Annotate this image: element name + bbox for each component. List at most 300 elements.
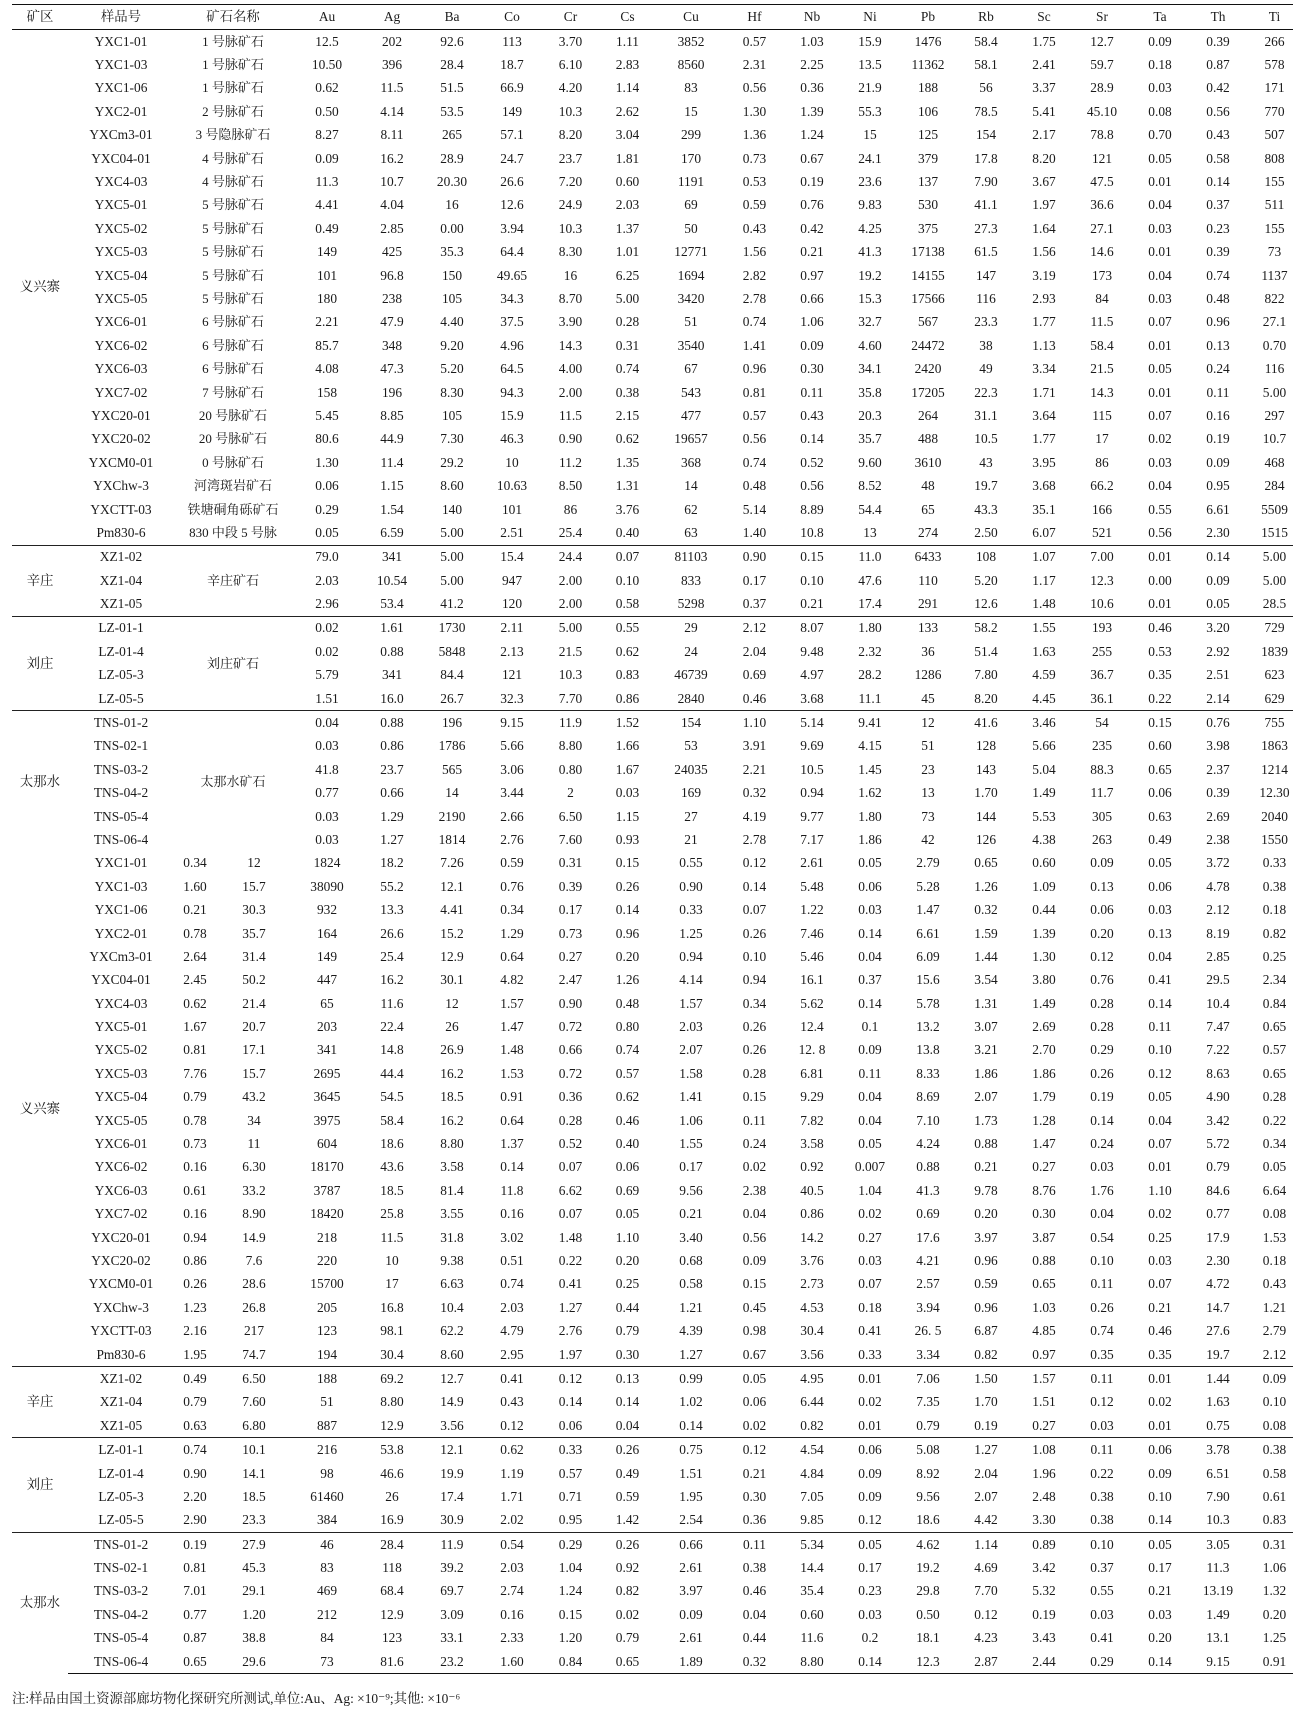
ore-name-cell: 6 号脉矿石 bbox=[202, 314, 264, 330]
value-cell: 21.4 bbox=[242, 995, 266, 1011]
value-cell: 0.64 bbox=[500, 948, 524, 964]
value-cell: 0.34 bbox=[500, 902, 524, 918]
value-cell: 8.69 bbox=[916, 1089, 940, 1105]
value-cell: 2.95 bbox=[500, 1346, 524, 1362]
value-cell: 1.51 bbox=[315, 690, 339, 706]
value-cell: 0.06 bbox=[742, 1394, 767, 1410]
table-row bbox=[12, 1203, 1293, 1226]
value-cell: 1694 bbox=[677, 267, 705, 283]
value-cell: 0.13 bbox=[1148, 925, 1172, 941]
value-cell: 5.62 bbox=[800, 995, 824, 1011]
table-row bbox=[12, 77, 1293, 100]
value-cell: 0.69 bbox=[615, 1182, 640, 1198]
value-cell: 5.04 bbox=[1032, 761, 1056, 777]
value-cell: 0.26 bbox=[599, 1438, 656, 1462]
value-cell: 7.70 bbox=[558, 690, 583, 706]
value-cell: 2.15 bbox=[615, 407, 640, 423]
value-cell: 14.3 bbox=[558, 337, 583, 353]
value-cell: 45.3 bbox=[242, 1560, 266, 1576]
value-cell: 2.00 bbox=[558, 384, 583, 400]
value-cell: 0.38 bbox=[1090, 1512, 1114, 1528]
value-cell: 1.53 bbox=[1262, 1229, 1287, 1245]
value-cell: 4.00 bbox=[558, 361, 583, 377]
value-cell: 1.03 bbox=[800, 33, 824, 49]
value-cell: 0.90 bbox=[558, 995, 583, 1011]
value-cell: 1.77 bbox=[1032, 314, 1056, 330]
value-cell: 154 bbox=[975, 127, 997, 143]
table-row bbox=[12, 1650, 1293, 1674]
value-cell: 0.05 bbox=[858, 855, 882, 871]
value-cell: 0.00 bbox=[440, 220, 464, 236]
value-cell: 5.78 bbox=[916, 995, 940, 1011]
value-cell: 2.04 bbox=[742, 643, 767, 659]
value-cell: 144 bbox=[975, 808, 997, 824]
value-cell: 0.02 bbox=[742, 1159, 767, 1175]
value-cell: 0.37 bbox=[742, 596, 767, 612]
header-ag: Ag bbox=[362, 5, 422, 30]
value-cell: 0.12 bbox=[500, 1417, 524, 1433]
value-cell: 1.57 bbox=[500, 995, 524, 1011]
value-cell: 4.42 bbox=[974, 1512, 998, 1528]
value-cell: 5.14 bbox=[783, 711, 841, 735]
value-cell: 0.21 bbox=[1148, 1299, 1172, 1315]
value-cell: 98 bbox=[320, 1465, 334, 1481]
value-cell: 0.11 bbox=[1206, 384, 1230, 400]
value-cell: 0.90 bbox=[558, 431, 583, 447]
value-cell: 3.91 bbox=[742, 738, 767, 754]
table-row bbox=[12, 711, 1293, 735]
sample-id-cell: TNS-02-1 bbox=[93, 738, 149, 754]
value-cell: 0.14 bbox=[615, 1394, 640, 1410]
value-cell: 54 bbox=[1073, 711, 1131, 735]
value-cell: 9.38 bbox=[440, 1253, 464, 1268]
value-cell: 32.7 bbox=[858, 314, 882, 330]
value-cell: 0.76 bbox=[800, 197, 824, 213]
value-cell: 2.64 bbox=[183, 948, 207, 964]
value-cell: 24 bbox=[684, 643, 698, 659]
value-cell: 0.65 bbox=[174, 1650, 216, 1674]
value-cell: 4.14 bbox=[380, 103, 404, 119]
value-cell: 20.30 bbox=[436, 174, 468, 190]
value-cell: 0.14 bbox=[742, 878, 767, 894]
sample-id-cell: TNS-02-1 bbox=[93, 1560, 149, 1576]
value-cell: 54.4 bbox=[858, 501, 882, 517]
value-cell: 123 bbox=[316, 1323, 338, 1339]
value-cell: 0.04 bbox=[858, 948, 882, 964]
value-cell: 1.30 bbox=[315, 454, 339, 470]
value-cell: 164 bbox=[316, 925, 338, 941]
value-cell: 0.05 bbox=[315, 524, 339, 540]
value-cell: 17138 bbox=[911, 244, 945, 260]
value-cell: 6.09 bbox=[916, 948, 940, 964]
value-cell: 1.10 bbox=[726, 711, 783, 735]
value-cell: 12 bbox=[445, 995, 459, 1011]
value-cell: 0.05 bbox=[1148, 855, 1172, 871]
value-cell: 1.44 bbox=[1189, 1367, 1247, 1391]
value-cell: 0.41 bbox=[558, 1276, 583, 1292]
value-cell: 1.63 bbox=[1206, 1394, 1230, 1410]
sample-id-cell: YXC5-04 bbox=[94, 267, 148, 283]
value-cell: 59.7 bbox=[1090, 57, 1114, 73]
value-cell: 21.9 bbox=[858, 80, 882, 96]
value-cell: 3.06 bbox=[500, 761, 524, 777]
value-cell: 101 bbox=[316, 267, 338, 283]
table-row bbox=[12, 147, 1293, 170]
value-cell: 13.19 bbox=[1202, 1583, 1234, 1599]
value-cell: 0.09 bbox=[679, 1606, 703, 1622]
value-cell: 0.81 bbox=[183, 1042, 207, 1058]
sample-id-cell: YXC20-02 bbox=[91, 1253, 151, 1268]
value-cell: 10.7 bbox=[380, 174, 404, 190]
value-cell: 0.01 bbox=[1131, 1367, 1189, 1391]
value-cell: 5.00 bbox=[1247, 545, 1293, 569]
value-cell: 0.76 bbox=[1090, 972, 1114, 988]
value-cell: 0.15 bbox=[742, 1276, 767, 1292]
value-cell: 0.04 bbox=[858, 1089, 882, 1105]
value-cell: 0.79 bbox=[183, 1394, 207, 1410]
sample-id-cell: TNS-04-2 bbox=[93, 1606, 149, 1622]
value-cell: 1.27 bbox=[558, 1299, 583, 1315]
value-cell: 196 bbox=[422, 711, 482, 735]
value-cell: 17.4 bbox=[440, 1488, 464, 1504]
sample-id-cell: Pm830-6 bbox=[96, 1346, 146, 1362]
value-cell: 2040 bbox=[1261, 808, 1288, 824]
value-cell: 2.76 bbox=[500, 831, 524, 847]
table-row bbox=[12, 124, 1293, 147]
value-cell: 3.68 bbox=[1032, 478, 1056, 494]
value-cell: 266 bbox=[1264, 33, 1285, 49]
value-cell: 1.67 bbox=[615, 761, 640, 777]
value-cell: 1.70 bbox=[974, 785, 998, 801]
value-cell: 0.07 bbox=[1148, 1276, 1172, 1292]
value-cell: 110 bbox=[918, 572, 938, 588]
value-cell: 0.71 bbox=[558, 1488, 583, 1504]
sample-id-cell: TNS-05-4 bbox=[93, 808, 149, 824]
value-cell: 8.92 bbox=[916, 1465, 940, 1481]
value-cell: 3975 bbox=[313, 1112, 341, 1128]
table-row bbox=[12, 100, 1293, 123]
value-cell: 5.79 bbox=[315, 667, 339, 683]
value-cell: 1839 bbox=[1261, 643, 1288, 659]
value-cell: 0.12 bbox=[742, 855, 767, 871]
value-cell: 0.56 bbox=[742, 1229, 767, 1245]
value-cell: 0.99 bbox=[656, 1367, 726, 1391]
table-row bbox=[12, 1109, 1293, 1132]
value-cell: 3.78 bbox=[1189, 1438, 1247, 1462]
value-cell: 1.61 bbox=[362, 616, 422, 640]
value-cell: 11.5 bbox=[380, 80, 404, 96]
table-row bbox=[12, 451, 1293, 474]
sample-id-cell: XZ1-02 bbox=[68, 1367, 174, 1391]
value-cell: 4.82 bbox=[500, 972, 524, 988]
value-cell: 0.09 bbox=[858, 1465, 882, 1481]
value-cell: 38090 bbox=[310, 878, 344, 894]
sample-id-cell: YXC5-01 bbox=[94, 197, 148, 213]
value-cell: 0.86 bbox=[615, 690, 640, 706]
value-cell: 11.9 bbox=[542, 711, 599, 735]
value-cell: 887 bbox=[316, 1417, 338, 1433]
value-cell: 0.11 bbox=[1090, 1276, 1114, 1292]
value-cell: 98.1 bbox=[380, 1323, 404, 1339]
value-cell: 2.79 bbox=[916, 855, 940, 871]
value-cell: 0.55 bbox=[1090, 1583, 1114, 1599]
value-cell: 13.2 bbox=[916, 1019, 940, 1035]
value-cell: 8.19 bbox=[1206, 925, 1230, 941]
value-cell: 78.5 bbox=[974, 103, 998, 119]
value-cell: 4.69 bbox=[974, 1560, 998, 1576]
value-cell: 28.4 bbox=[440, 57, 464, 73]
value-cell: 0.05 bbox=[841, 1533, 899, 1557]
value-cell: 0.77 bbox=[1206, 1206, 1230, 1222]
value-cell: 116 bbox=[1264, 361, 1285, 377]
value-cell: 8.60 bbox=[440, 478, 464, 494]
value-cell: 263 bbox=[1091, 831, 1113, 847]
table-row bbox=[12, 616, 1293, 640]
value-cell: 101 bbox=[501, 501, 523, 517]
value-cell: 0.22 bbox=[1090, 1465, 1114, 1481]
value-cell: 196 bbox=[381, 384, 403, 400]
value-cell: 0.19 bbox=[974, 1417, 998, 1433]
value-cell: 12.9 bbox=[380, 1417, 404, 1433]
value-cell: 2.20 bbox=[183, 1488, 207, 1504]
value-cell: 0.27 bbox=[858, 1229, 882, 1245]
value-cell: 0.17 bbox=[679, 1159, 703, 1175]
value-cell: 0.09 bbox=[742, 1253, 767, 1268]
value-cell: 92.6 bbox=[440, 33, 464, 49]
value-cell: 3420 bbox=[677, 290, 705, 306]
value-cell: 1.59 bbox=[974, 925, 998, 941]
sample-id-cell: YXC1-06 bbox=[94, 80, 148, 96]
value-cell: 0.03 bbox=[1148, 80, 1172, 96]
value-cell: 0.03 bbox=[1148, 1253, 1172, 1268]
value-cell: 24.4 bbox=[542, 545, 599, 569]
value-cell: 0.66 bbox=[380, 785, 404, 801]
value-cell: 1.29 bbox=[500, 925, 524, 941]
value-cell: 0.16 bbox=[183, 1159, 207, 1175]
value-cell: 0.20 bbox=[1090, 925, 1114, 941]
value-cell: 8.70 bbox=[558, 290, 583, 306]
value-cell: 0.21 bbox=[800, 244, 824, 260]
value-cell: 729 bbox=[1247, 616, 1293, 640]
value-cell: 55.2 bbox=[380, 878, 404, 894]
value-cell: 0.76 bbox=[1189, 711, 1247, 735]
value-cell: 0.38 bbox=[1247, 1438, 1293, 1462]
value-cell: 0.19 bbox=[1032, 1606, 1056, 1622]
value-cell: 2.30 bbox=[1206, 524, 1230, 540]
table-row bbox=[12, 334, 1293, 357]
value-cell: 477 bbox=[680, 407, 702, 423]
value-cell: 22.3 bbox=[974, 384, 998, 400]
value-cell: 0.44 bbox=[615, 1299, 640, 1315]
header-cu: Cu bbox=[656, 5, 726, 30]
value-cell: 16 bbox=[563, 267, 578, 283]
value-cell: 8.52 bbox=[858, 478, 882, 494]
value-cell: 2.47 bbox=[558, 972, 583, 988]
value-cell: 0.17 bbox=[858, 1560, 882, 1576]
value-cell: 1.39 bbox=[800, 103, 824, 119]
value-cell: 41.2 bbox=[440, 596, 464, 612]
value-cell: 29.2 bbox=[440, 454, 464, 470]
value-cell: 11.0 bbox=[841, 545, 899, 569]
value-cell: 35.7 bbox=[858, 431, 882, 447]
value-cell: 1.26 bbox=[974, 878, 998, 894]
value-cell: 4.21 bbox=[916, 1253, 940, 1268]
value-cell: 629 bbox=[1264, 690, 1285, 706]
value-cell: 10.3 bbox=[1206, 1512, 1230, 1528]
value-cell: 25.8 bbox=[380, 1206, 404, 1222]
value-cell: 15 bbox=[684, 103, 698, 119]
value-cell: 0.90 bbox=[679, 878, 703, 894]
value-cell: 0.28 bbox=[1090, 1019, 1114, 1035]
value-cell: 57.1 bbox=[500, 127, 524, 143]
value-cell: 1.03 bbox=[1032, 1299, 1056, 1315]
value-cell: 0.10 bbox=[1262, 1394, 1287, 1410]
value-cell: 0.11 bbox=[743, 1112, 766, 1128]
value-cell: 5.66 bbox=[500, 738, 524, 754]
value-cell: 4.15 bbox=[858, 738, 882, 754]
sample-id-cell: XZ1-04 bbox=[99, 1394, 143, 1410]
value-cell: 468 bbox=[1264, 454, 1285, 470]
value-cell: 6.50 bbox=[216, 1367, 292, 1391]
value-cell: 1.81 bbox=[615, 150, 640, 166]
value-cell: 17 bbox=[385, 1276, 399, 1292]
value-cell: 0.03 bbox=[1148, 454, 1172, 470]
value-cell: 1.49 bbox=[1032, 785, 1056, 801]
ore-name-cell: 7 号脉矿石 bbox=[202, 384, 264, 400]
value-cell: 284 bbox=[1264, 478, 1285, 494]
value-cell: 96.8 bbox=[380, 267, 404, 283]
sample-id-cell: TNS-01-2 bbox=[68, 1533, 174, 1557]
value-cell: 0.07 bbox=[858, 1276, 882, 1292]
value-cell: 0.14 bbox=[1148, 1512, 1172, 1528]
value-cell: 6.59 bbox=[380, 524, 404, 540]
value-cell: 5.20 bbox=[974, 572, 998, 588]
value-cell: 24.7 bbox=[500, 150, 524, 166]
value-cell: 1.29 bbox=[380, 808, 404, 824]
value-cell: 34 bbox=[247, 1112, 261, 1128]
value-cell: 0.60 bbox=[615, 174, 640, 190]
value-cell: 26.9 bbox=[440, 1042, 464, 1058]
value-cell: 0.28 bbox=[1262, 1089, 1287, 1105]
value-cell: 0.14 bbox=[1148, 995, 1172, 1011]
value-cell: 15700 bbox=[310, 1276, 344, 1292]
value-cell: 0.34 bbox=[1262, 1136, 1287, 1152]
value-cell: 1.15 bbox=[380, 478, 404, 494]
value-cell: 0.03 bbox=[858, 1253, 882, 1268]
value-cell: 43 bbox=[979, 454, 993, 470]
value-cell: 947 bbox=[501, 572, 523, 588]
value-cell: 0.09 bbox=[1247, 1367, 1293, 1391]
value-cell: 0.94 bbox=[742, 972, 767, 988]
value-cell: 15.9 bbox=[858, 33, 882, 49]
value-cell: 0.06 bbox=[858, 878, 882, 894]
value-cell: 0.1 bbox=[861, 1019, 879, 1035]
ore-name-cell: 太那水矿石 bbox=[174, 711, 292, 852]
value-cell: 28.5 bbox=[1262, 596, 1287, 612]
value-cell: 2.17 bbox=[1032, 127, 1056, 143]
value-cell: 10.3 bbox=[558, 103, 583, 119]
header-cr: Cr bbox=[542, 5, 599, 30]
value-cell: 3.95 bbox=[1032, 454, 1056, 470]
value-cell: 0.05 bbox=[1148, 361, 1172, 377]
value-cell: 1.10 bbox=[1148, 1182, 1172, 1198]
value-cell: 10.4 bbox=[440, 1299, 464, 1315]
table-row bbox=[12, 1438, 1293, 1462]
value-cell: 26.6 bbox=[500, 174, 524, 190]
ore-name-cell: 5 号脉矿石 bbox=[202, 220, 264, 236]
value-cell: 341 bbox=[381, 667, 403, 683]
value-cell: 0.24 bbox=[742, 1136, 767, 1152]
value-cell: 0.67 bbox=[800, 150, 824, 166]
value-cell: 0.74 bbox=[615, 1042, 640, 1058]
value-cell: 28.4 bbox=[362, 1533, 422, 1557]
value-cell: 1.56 bbox=[1032, 244, 1056, 260]
value-cell: 155 bbox=[1264, 220, 1285, 236]
value-cell: 0.14 bbox=[1206, 174, 1230, 190]
ore-name-cell: 5 号脉矿石 bbox=[202, 244, 264, 260]
value-cell: 4.97 bbox=[800, 667, 824, 683]
value-cell: 0.38 bbox=[615, 384, 640, 400]
value-cell: 2.07 bbox=[679, 1042, 703, 1058]
value-cell: 3.68 bbox=[800, 690, 824, 706]
value-cell: 18.6 bbox=[916, 1512, 940, 1528]
value-cell: 14 bbox=[684, 478, 698, 494]
value-cell: 0.18 bbox=[1262, 902, 1287, 918]
value-cell: 1.26 bbox=[615, 972, 640, 988]
value-cell: 115 bbox=[1092, 407, 1112, 423]
value-cell: 33.2 bbox=[242, 1182, 266, 1198]
value-cell: 0.14 bbox=[1131, 1650, 1189, 1674]
value-cell: 0.12 bbox=[726, 1438, 783, 1462]
value-cell: 0.08 bbox=[1148, 103, 1172, 119]
value-cell: 1.70 bbox=[974, 1394, 998, 1410]
value-cell: 217 bbox=[243, 1323, 265, 1339]
value-cell: 0.62 bbox=[315, 80, 339, 96]
value-cell: 0.11 bbox=[800, 384, 824, 400]
value-cell: 9.48 bbox=[800, 643, 824, 659]
value-cell: 1.51 bbox=[679, 1465, 703, 1481]
sample-id-cell: YXC6-03 bbox=[94, 1182, 148, 1198]
value-cell: 16.8 bbox=[380, 1299, 404, 1315]
value-cell: 291 bbox=[917, 596, 939, 612]
value-cell: 0.41 bbox=[1148, 972, 1172, 988]
value-cell: 12771 bbox=[674, 244, 708, 260]
value-cell: 305 bbox=[1091, 808, 1113, 824]
value-cell: 0.07 bbox=[558, 1159, 583, 1175]
table-row bbox=[12, 1249, 1293, 1272]
sample-id-cell: YXCTT-03 bbox=[90, 1323, 152, 1339]
value-cell: 0.43 bbox=[500, 1394, 524, 1410]
value-cell: 17.9 bbox=[1206, 1229, 1230, 1245]
value-cell: 4.40 bbox=[440, 314, 464, 330]
value-cell: 565 bbox=[441, 761, 463, 777]
value-cell: 8.89 bbox=[800, 501, 824, 517]
table-row bbox=[12, 217, 1293, 240]
value-cell: 0.02 bbox=[858, 1394, 882, 1410]
value-cell: 11.1 bbox=[858, 690, 882, 706]
value-cell: 53.4 bbox=[380, 596, 404, 612]
value-cell: 51.5 bbox=[440, 80, 464, 96]
value-cell: 1.10 bbox=[615, 1229, 640, 1245]
value-cell: 10.1 bbox=[216, 1438, 292, 1462]
value-cell: 0.02 bbox=[1148, 431, 1172, 447]
value-cell: 2.85 bbox=[380, 220, 404, 236]
value-cell: 0.02 bbox=[742, 1417, 767, 1433]
value-cell: 0.91 bbox=[500, 1089, 524, 1105]
value-cell: 0.32 bbox=[974, 902, 998, 918]
value-cell: 5509 bbox=[1261, 501, 1288, 517]
value-cell: 9.56 bbox=[679, 1182, 703, 1198]
